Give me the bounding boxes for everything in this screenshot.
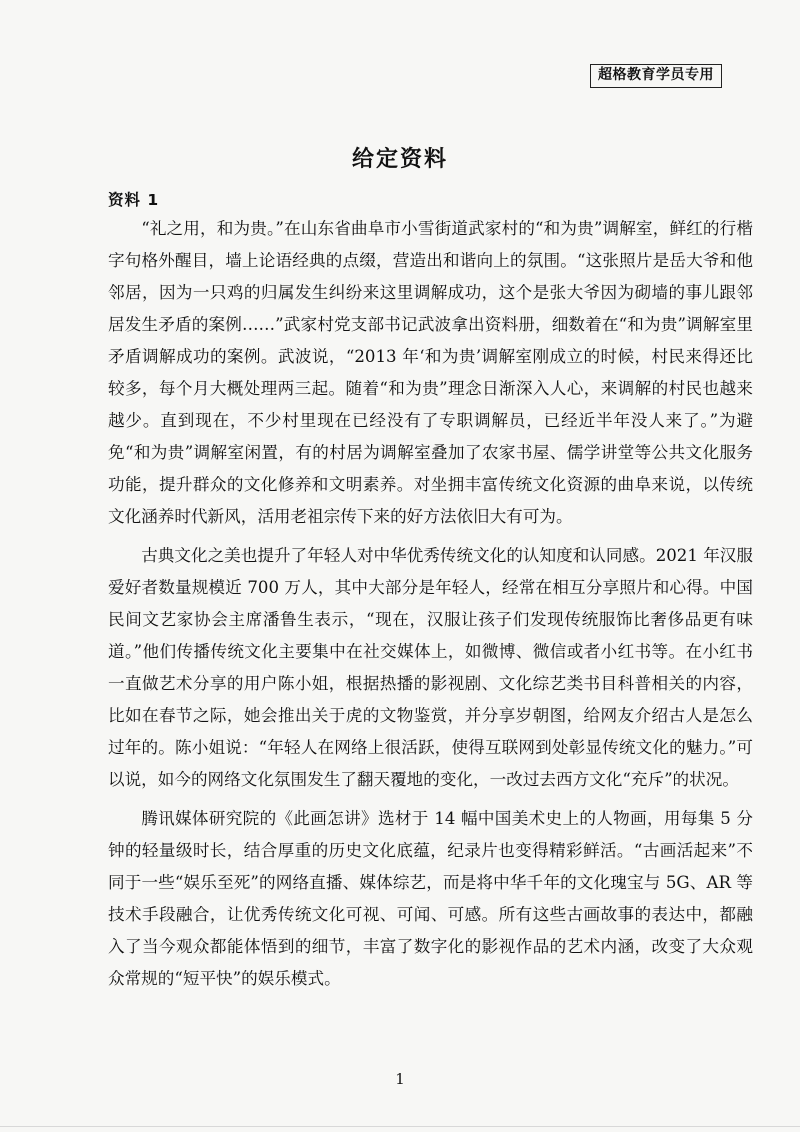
section-label: 资料 1: [108, 191, 160, 209]
page-title: 给定资料: [351, 147, 448, 172]
paragraph: 古典文化之美也提升了年轻人对中华优秀传统文化的认知度和认同感。2021 年汉服爱好者数量规模近 700 万人，其中大部分是年轻人，经常在相互分享照片和心得。中国民间文艺家协会主席潘鲁生表示，“现在，汉服让孩子们发现传统服饰比奢侈品更有味道。”他们传播传统文化主要集中在社交媒体上，如微博、微信或者小红书等。在小红书一直做艺术分享的用户陈小姐，根据热播的影视剧、文化综艺类书目科普相关的内容，比如在春节之际，她会推出关于虎的文物鉴赏，并分享岁朝图，给网友介绍古人是怎么过年的。陈小姐说：“年轻人在网络上很活跃，使得互联网到处彰显传统文化的魅力。”可以说，如今的网络文化氛围发生了翻天覆地的变化，一改过去西方文化“充斥”的状况。: [108, 546, 753, 789]
paragraph: “礼之用，和为贵。”在山东省曲阜市小雪街道武家村的“和为贵”调解室，鲜红的行楷字句格外醒目，墙上论语经典的点缀，营造出和谐向上的氛围。“这张照片是岳大爷和他邻居，因为一只鸡的归属发生纠纷来这里调解成功，这个是张大爷因为砌墙的事儿跟邻居发生矛盾的案例……”武家村党支部书记武波拿出资料册，细数着在“和为贵”调解室里矛盾调解成功的案例。武波说，“2013 年‘和为贵’调解室刚成立的时候，村民来得还比较多，每个月大概处理两三起。随着“和为贵”理念日渐深入人心，来调解的村民也越来越少。直到现在，不少村里现在已经没有了专职调解员，已经近半年没人来了。”为避免“和为贵”调解室闲置，有的村居为调解室叠加了农家书屋、儒学讲堂等公共文化服务功能，提升群众的文化修养和文明素养。对坐拥丰富传统文化资源的曲阜来说，以传统文化涵养时代新风，活用老祖宗传下来的好方法依旧大有可为。: [108, 219, 753, 526]
paragraph: 腾讯媒体研究院的《此画怎讲》选材于 14 幅中国美术史上的人物画，用每集 5 分钟的轻量级时长，结合厚重的历史文化底蕴，纪录片也变得精彩鲜活。“古画活起来”不同于一些“娱乐至死”的网络直播、媒体综艺，而是将中华千年的文化瑰宝与 5G、AR 等技术手段融合，让优秀传统文化可视、可闻、可感。所有这些古画故事的表达中，都融入了当今观众都能体悟到的细节，丰富了数字化的影视作品的艺术内涵，改变了大众观众常规的“短平快”的娱乐模式。: [108, 809, 753, 988]
header-stamp-box: 超格教育学员专用: [590, 64, 722, 88]
bottom-divider: [0, 1126, 800, 1127]
page-number: 1: [395, 1070, 405, 1088]
body-text: [108, 213, 753, 1002]
